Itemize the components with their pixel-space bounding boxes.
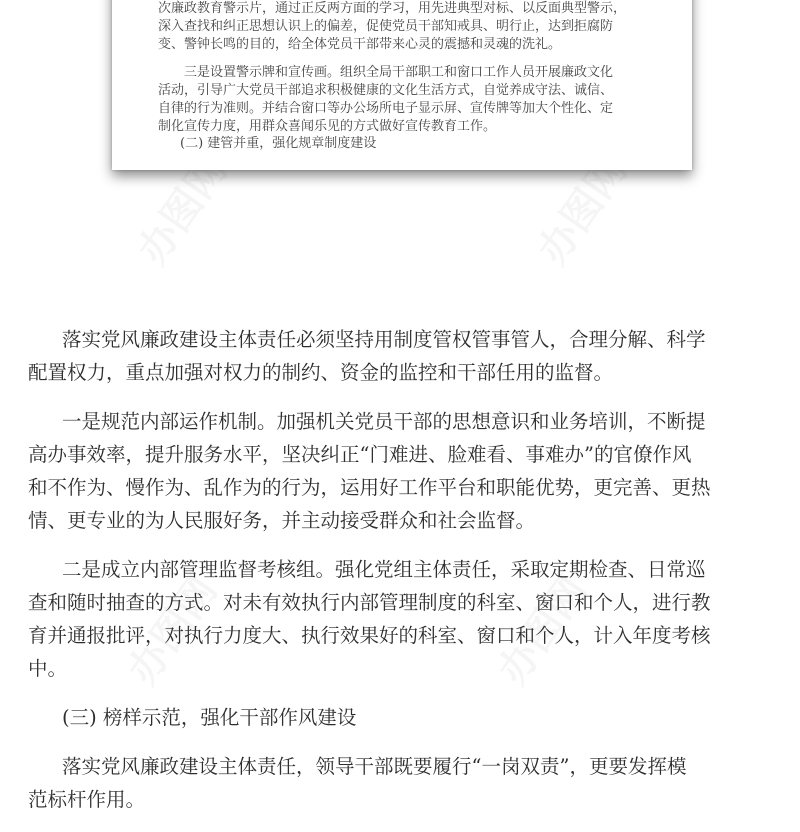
- text-line: 中。: [28, 657, 68, 680]
- text-line: 落实党风廉政建设主体责任，领导干部既要履行“一岗双责”，更要发挥模: [62, 755, 687, 778]
- text-line: 一是规范内部运作机制。加强机关党员干部的思想意识和业务培训，不断提: [62, 410, 706, 433]
- watermark: 办图网: [529, 148, 637, 273]
- preview-line: 活动，引导广大党员干部追求积极健康的文化生活方式，自觉养成守法、诚信、: [158, 83, 614, 98]
- text-line: 高办事效率，提升服务水平，坚决纠正“门难进、脸难看、事难办”的官僚作风: [28, 443, 692, 466]
- preview-line: 三是设置警示牌和宣传画。组织全局干部职工和窗口工作人员开展廉政文化: [184, 65, 614, 80]
- preview-line: 次廉政教育警示片，通过正反两方面的学习，用先进典型对标、以反面典型警示，: [158, 1, 627, 16]
- paragraph-1: [28, 323, 776, 389]
- preview-paragraph-1: [158, 0, 658, 54]
- preview-paragraph-2: [158, 64, 658, 136]
- text-line: 配置权力，重点加强对权力的制约、资金的监控和干部任用的监督。: [28, 361, 614, 384]
- text-line: 范标杆作用。: [28, 788, 146, 811]
- text-line: 和不作为、慢作为、乱作为的行为，运用好工作平台和职能优势，更完善、更热: [28, 476, 711, 499]
- text-line: 情、更专业的为人民服好务，并主动接受群众和社会监督。: [28, 509, 536, 532]
- text-line: 二是成立内部管理监督考核组。强化党组主体责任，采取定期检查、日常巡: [62, 558, 706, 581]
- paragraph-3: [28, 553, 776, 685]
- preview-line: 深入查找和纠正思想认识上的偏差，促使党员干部知戒具、明行止，达到拒腐防: [158, 19, 614, 34]
- preview-line: 自律的行为准则。并结合窗口等办公场所电子显示屏、宣传牌等加大个性化、定: [158, 101, 614, 116]
- preview-text: [158, 0, 658, 146]
- watermark: 办图网: [119, 568, 227, 693]
- paragraph-2: [28, 405, 776, 537]
- text-line: 育并通报批评，对执行力度大、执行效果好的科室、窗口和个人，计入年度考核: [28, 624, 711, 647]
- paragraph-4: [28, 750, 776, 816]
- section-heading-3: [28, 701, 776, 734]
- preview-line: 变、警钟长鸣的目的，给全体党员干部带来心灵的震撼和灵魂的洗礼。: [158, 37, 562, 52]
- text-line: 落实党风廉政建设主体责任必须坚持用制度管权管事管人，合理分解、科学: [62, 328, 706, 351]
- text-line: 查和随时抽查的方式。对未有效执行内部管理制度的科室、窗口和个人，进行教: [28, 591, 711, 614]
- document-preview-card: [112, 0, 692, 170]
- preview-line: 制化宣传力度，用群众喜闻乐见的方式做好宣传教育工作。: [158, 119, 497, 134]
- watermark: 办图网: [129, 148, 237, 273]
- preview-section-heading: (二) 建管并重，强化规章制度建设: [180, 136, 377, 151]
- section-heading: (三) 榜样示范，强化干部作风建设: [62, 706, 357, 729]
- watermark: 办图网: [489, 568, 597, 693]
- document-body: [28, 323, 776, 832]
